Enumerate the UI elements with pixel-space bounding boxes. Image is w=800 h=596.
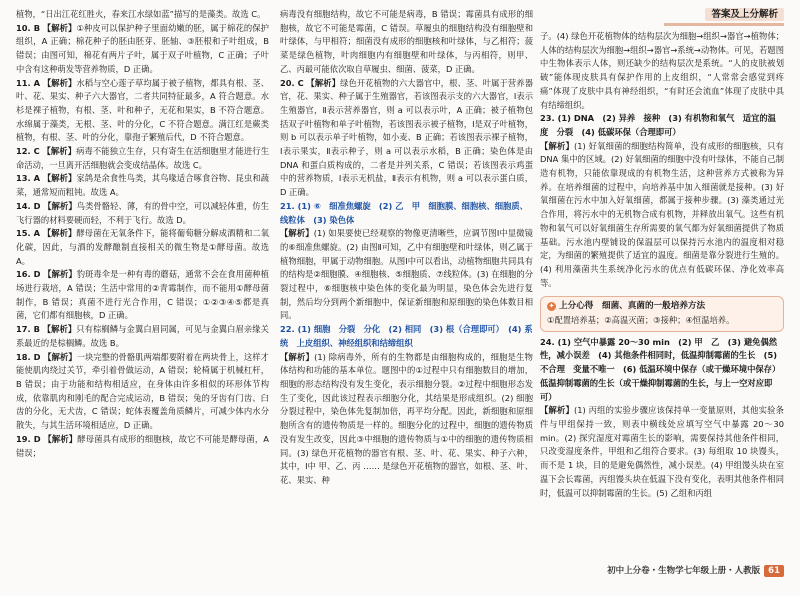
question-number: 11. A <box>16 77 41 88</box>
explanation-text: 病毒不能独立生存，只有寄生在活细胞里才能进行生命活动，一旦离开活细胞就会变成结晶体。故选 C。 <box>16 146 269 170</box>
explanation-paragraph <box>280 8 533 77</box>
question-number: 19. D <box>16 433 41 444</box>
explanation-paragraph <box>16 145 269 172</box>
page-number: 61 <box>764 565 784 577</box>
explanation-text: (1) 好氧细菌的细胞结构简单，没有成形的细胞核，只有 DNA 集中的区域。(2) 好氧细菌的细胞中没有叶绿体，不能自己制造有机物，只能依靠现成的有机物生活，这种营养方式被称为异养。在培养细菌的过程中，向培养基中加入细菌就是接种。(3) 好氧细菌在污水中加入好氧细菌，都属于接种步骤。(3) 藻类通过光合作用，将污水中的无机物合成有机物，并释放出氧气。这些有机物和氧气可以好氧细菌生存所需要的氧气都为好氧细菌提供了物质基础。污水池内壁铺设的保温层可以保持污水池内的温度相对稳定，为细菌的繁殖提供了适宜的温度。细菌是靠分裂进行生殖的。(4) 利用藻菌共生系统净化污水的优点有低碳环保、净化效率高等。 <box>540 140 784 288</box>
analysis-tag: 【解析】 <box>540 405 575 416</box>
explanation-text: 病毒没有细胞结构，故它不可能是病毒，B 错误；霉菌具有成形的细胞核，故它不可能是霉菌，C 错误。草履虫的细胞结构没有细胞壁和叶绿体，与甲相符；细菌没有成形的细胞核和叶绿体，与乙相符；菠菜是绿色植物，叶肉细胞内有细胞壁和叶绿体，与丙相符，则甲、乙、丙最可能依次取自草履虫、细菌、菠菜，D 正确。 <box>280 9 533 74</box>
analysis-tag: 【解析】 <box>42 324 77 335</box>
analysis-tag: 【解析】 <box>42 173 77 184</box>
explanation-text: 一块完整的骨骼肌两端都要附着在两块骨上，这样才能使肌肉绕过关节，牵引着骨做运动，A 错误；轮椅属于机械杠杆，B 错误；由于功能和结构相适应，在身体由许多相似的环形体节构成，依靠肌肉和刚毛的配合完成运动，B 错误；兔的牙齿有门齿、臼齿的分化，无犬齿，C 错误；蛇体表覆盖角质鳞片，可减少体内水分散失，与其生活环境相适应，D 正确。 <box>16 351 269 431</box>
explanation-paragraph <box>16 77 269 146</box>
analysis-tag: 【解析】 <box>42 146 77 157</box>
analysis-tag: 【解析】 <box>43 351 77 362</box>
tip-text: ①配置培养基；②高温灭菌；③接种；④恒温培养。 <box>547 315 735 326</box>
explanation-paragraph <box>280 77 533 200</box>
explanation-paragraph <box>16 227 269 268</box>
explanation-paragraph <box>540 404 784 500</box>
explanation-paragraph <box>16 433 269 460</box>
explanation-text: 豹斑毒伞是一种有毒的蘑菇，通常不会在食用菌种植场进行栽培，A 错误；生活中常用的②青霉制作，而不能用①酵母菌制作，B 错误；真菌不进行光合作用，C 错误；①②③④⑤都是真菌，它们都有细胞核，D 正确。 <box>16 269 269 321</box>
explanation-paragraph <box>16 351 269 433</box>
footer-book-title: 初中上分卷・生物学七年级上册・人教版 <box>607 566 761 576</box>
answer-line <box>280 323 533 350</box>
answer-line <box>540 336 784 405</box>
explanation-text: 子。(4) 绿色开花植物体的结构层次为细胞→组织→器官→植物体；人体的结构层次为细胞→组织→器官→系统→动物体。可见，若题图中生物体表示人体，则还缺少的结构层次是系统。“人的皮肤被划破”能体现皮肤具有保护作用的上皮组织，“人常常会感觉到疼痛”体现了皮肤中具有神经组织，“有时还会流血”体现了皮肤中具有结缔组织。 <box>540 31 784 110</box>
question-number: 18. D <box>16 351 41 362</box>
explanation-text: 酵母菌在无氧条件下，能将葡萄糖分解成酒精和二氧化碳，因此，与酒的发酵酿制直接相关的微生物是①酵母菌。故选 A。 <box>16 228 269 266</box>
explanation-text: (1) 除病毒外，所有的生物都是由细胞构成的，细胞是生物体结构和功能的基本单位。题图中的①过程中只有细胞数目的增加，细胞的形态结构没有发生变化，表示细胞分裂。②过程中细胞形态发生了变化，因此该过程表示细胞分化，其结果是形成组织。(2) 细胞分裂过程中，染色体先复制加倍，再平均分配。因此，新细胞和原细胞所含有的遗传物质是一样的。细胞分化的过程中，细胞的遗传物质没有发生改变，因此③中细胞的遗传物质与①中的细胞的遗传物质相同。(3) 绿色开花植物的器官有根、茎、叶、花、果实、种子六种，其中，Ⅰ中 甲、乙、丙 …… 是绿色开花植物的器官，如根、茎、叶、花、果实、种 <box>280 351 533 485</box>
question-number: 14. D <box>16 200 41 211</box>
explanation-text: (1) 如果要使已经观察的物像更清晰些，应调节图Ⅰ中显微镜的⑥细准焦螺旋。(2) 由图Ⅱ可知，乙中有细胞壁和叶绿体，则乙属于植物细胞，甲属于动物细胞。从图Ⅰ中可以看出，动植物细胞共同具有的结构是②细胞膜、④细胞核、⑤细胞质、⑦线粒体。(3) 在细胞的分裂过程中，⑥细胞核中染色体的变化最为明显，染色体会先进行复制，然后均分到两个新细胞中，保证新细胞和原细胞的染色体数目相同。 <box>280 228 533 321</box>
analysis-tag: 【解析】 <box>43 433 78 444</box>
explanation-paragraph <box>280 227 533 323</box>
explanation-paragraph <box>280 351 533 488</box>
explanation-text: (1) 丙组的实验步骤应该保持单一变量原则，其他实验条件与甲组保持一致，则表中横线处应填写空气中暴露 20～30 min。(2) 探究湿度对霉菌生长的影响，需要保持其他条件相同，只改变湿度条件，甲组和乙组符合要求。(3) 每组取 10 块馒头，而不是 1 块，目的是避免偶然性，减小误差。(4) 甲组馒头块在室温下会长霉菌，丙组馒头块在低温下没有变化，表明其他条件相同时，低温可以抑制霉菌的生长。(5) 乙组和丙组 <box>540 405 784 498</box>
question-number: 12. C <box>16 146 40 157</box>
analysis-tag: 【解析】 <box>42 22 77 33</box>
explanation-text: ①种皮可以保护种子里面幼嫩的胚，属于棉花的保护组织，A 正确；棉花种子的胚由胚芽、胚轴、③胚根和子叶组成，B 错误；由图可知，棉花有两片子叶，属于双子叶植物，C 正确；子叶中含有这种萌发等营养物质，D 正确。 <box>16 22 269 74</box>
tip-star-icon: ✦ <box>548 302 555 311</box>
explanation-text: 植物，“日出江花红胜火，春来江水绿如蓝”描写的是藻类。故选 C。 <box>16 9 266 19</box>
question-number: 13. A <box>16 173 41 184</box>
header-title: 答案及上分解析 <box>705 8 784 21</box>
answer-text: 24. (1) 空气中暴露 20～30 min (2) 甲 乙 (3) 避免偶然性，减小误差 (4) 其他条件相同时，低温抑制霉菌的生长 (5) 不合理 变量不唯一 (6) 低温环境中保存（或干燥环境中保存） 低温抑制霉菌的生长（或干燥抑制霉菌的生长，与上一空对应即可） <box>540 336 784 402</box>
answer-text: 21. (1) ⑥ 细准焦螺旋 (2) 乙 甲 细胞膜、细胞核、细胞质、线粒体 (3) 染色体 <box>280 200 528 225</box>
explanation-paragraph <box>540 140 784 291</box>
explanation-text: 水稻与空心莲子草均属于被子植物，都具有根、茎、叶、花、果实、种子六大器官，二者共同特征最多，A 符合题意。水杉是裸子植物，有根、茎、叶和种子，无花和果实，B 不符合题意。水绵属于藻类，无根、茎、叶的分化，C 不符合题意。满江红是蕨类植物，有根、茎、叶的分化，靠孢子繁殖后代，D 不符合题意。 <box>16 77 269 143</box>
question-number: 20. C <box>280 77 304 88</box>
page-footer <box>607 564 784 576</box>
explanation-text: 鸟类骨骼轻、薄，有的骨中空，可以减轻体重，仿生飞行器的材料要硬而轻，不利于飞行。故选 D。 <box>16 200 269 225</box>
analysis-tag: 【解析】 <box>280 228 314 239</box>
analysis-tag: 【解析】 <box>42 77 77 88</box>
tip-heading <box>547 300 777 314</box>
question-number: 17. B <box>16 324 40 335</box>
explanation-paragraph <box>16 323 269 350</box>
explanation-paragraph <box>16 8 269 22</box>
explanation-paragraph <box>16 200 269 227</box>
explanation-text: 只有棕榈鳞与金翼白眉同属，可见与金翼白眉亲缘关系最近的是棕榈鳞。故选 B。 <box>16 324 269 348</box>
explanation-text: 酵母菌具有成形的细胞核，故它不可能是酵母菌，A 错误； <box>16 433 269 458</box>
explanation-paragraph <box>16 22 269 77</box>
tip-box <box>540 296 784 331</box>
analysis-tag: 【解析】 <box>42 228 77 239</box>
analysis-tag: 【解析】 <box>540 140 575 151</box>
explanation-text: 家鸽是余食性鸟类，其鸟喙适合啄食谷物、昆虫和蔬菜，通常短而粗钝。故选 A。 <box>16 173 269 198</box>
explanation-text: 绿色开花植物的六大器官中，根、茎、叶属于营养器官，花、果实、种子属于生殖器官，若该图表示支的六大器官，Ⅰ表示生殖器官，Ⅱ表示营养器官，则 a 可以表示叶，A 正确；被子植物包括双子叶植物和单子叶植物，若该图表示被子植物，Ⅰ是双子叶植物，则 b 可以表示单子叶植物，如小麦、B 正确；若该图表示裸子植物，Ⅰ表示果实，Ⅱ表示种子，则 a 可以表示水稻，B 正确；染色体是由 DNA 和蛋白质构成的，二者是并列关系，C 错误；若该图表示鸡蛋中的营养物质，Ⅰ表示无机盐，Ⅱ表示有机物，则 a 可以表示蛋白质，D 正确。 <box>280 77 533 198</box>
explanation-paragraph <box>16 172 269 199</box>
analysis-tag: 【解析】 <box>43 269 77 280</box>
answer-line <box>280 200 533 227</box>
question-number: 10. B <box>16 22 41 33</box>
analysis-tag: 【解析】 <box>280 351 315 362</box>
column-right <box>540 0 784 596</box>
question-number: 16. D <box>16 269 41 280</box>
explanation-paragraph <box>16 268 269 323</box>
answer-line <box>540 112 784 139</box>
question-number: 15. A <box>16 228 41 239</box>
explanation-paragraph <box>540 30 784 112</box>
column-left <box>16 0 269 574</box>
analysis-tag: 【解析】 <box>306 77 341 88</box>
analysis-tag: 【解析】 <box>43 200 77 211</box>
column-middle <box>280 0 533 574</box>
answer-text: 23. (1) DNA (2) 异养 接种 (3) 有机物和氧气 适宜的温度 分裂 (4) 低碳环保（合理即可） <box>540 113 776 137</box>
tip-title: 上分心得 细菌、真菌的一般培养方法 <box>559 301 706 312</box>
answer-text: 22. (1) 细胞 分裂 分化 (2) 相同 (3) 根（合理即可） (4) 系统 上皮组织、神经组织和结缔组织 <box>280 324 533 348</box>
